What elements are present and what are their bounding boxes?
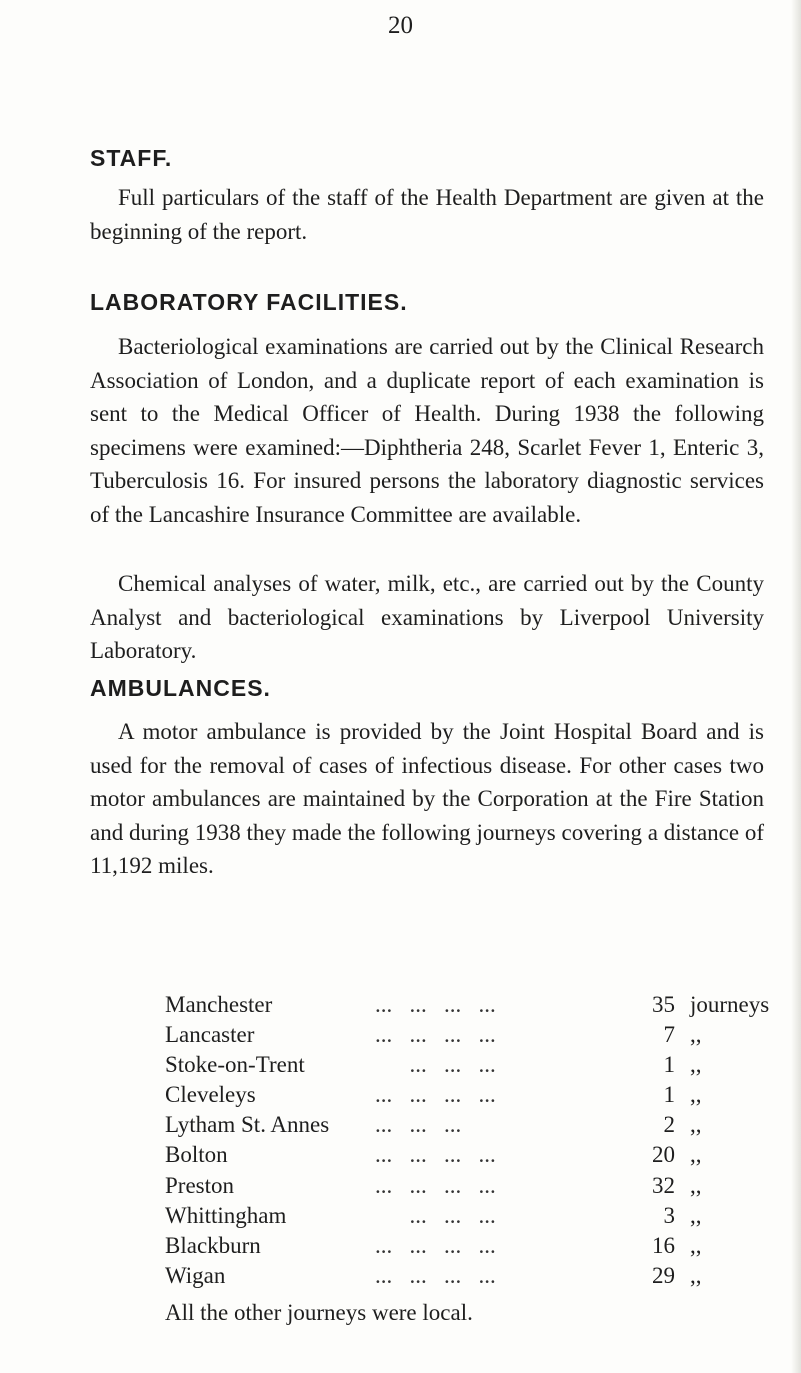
journey-dots: ... ... ... ... [375,1142,496,1168]
journey-place: Stoke-on-Trent [165,1052,305,1078]
journey-count: 20 [652,1142,675,1168]
ambulances-paragraph: A motor ambulance is provided by the Joint Hospital Board and is used for the removal of cases of infectious disease. For other cases two motor ambulances are maintained by the Corporation at the Fire Station and during 1938 they made the following journeys covering a distance of 11,192 miles. [90,719,764,878]
journey-unit: ,, [690,1082,702,1108]
journey-dots: ... ... ... [375,1052,496,1078]
journey-place: Lancaster [165,1022,255,1048]
staff-heading: STAFF. [90,145,173,171]
staff-paragraph: Full particulars of the staff of the Health Department are given at the beginning of the report. [90,185,764,244]
journey-unit: ,, [690,1262,702,1288]
journey-unit: ,, [690,1232,702,1258]
journeys-footer: All the other journeys were local. [165,1300,473,1325]
journey-row [165,1201,785,1231]
page-edge-shadow [791,0,801,1373]
journey-place: Cleveleys [165,1082,256,1108]
journey-dots: ... ... ... ... [375,992,496,1017]
journey-row [165,1020,785,1050]
laboratory-heading: LABORATORY FACILITIES. [90,289,408,315]
journey-dots: ... ... ... ... [375,1082,496,1108]
journey-row [165,1080,785,1110]
page-number: 20 [388,12,413,39]
journey-dots: ... ... ... ... [375,1262,496,1288]
laboratory-paragraph-2: Chemical analyses of water, milk, etc., are carried out by the County Analyst and bacteriological examinations by Liverpool University Laboratory. [90,571,764,663]
journey-unit: ,, [690,1112,702,1138]
journey-dots: ... ... ... ... [375,1232,496,1258]
journey-count: 1 [663,1082,675,1108]
journey-unit: journeys [690,992,770,1017]
journey-row [165,1110,785,1140]
laboratory-paragraph-1: Bacteriological examinations are carried out by the Clinical Research Association of London, and a duplicate report of each examination is sent to the Medical Officer of Health. During 1938 the following specimens were examined:—Diphtheria 248, Scarlet Fever 1, Enteric 3, Tuberculosis 16. For insured persons the laboratory diagnostic services of the Lancashire Insurance Committee are available. [90,334,764,527]
journey-dots: ... ... ... ... [375,1022,496,1048]
journey-unit: ,, [690,1022,702,1048]
journey-count: 1 [663,1052,675,1078]
journey-place: Lytham St. Annes [165,1112,330,1138]
journey-unit: ,, [690,1052,702,1078]
journey-count: 35 [652,992,675,1017]
journeys-table [165,990,785,1291]
journey-place: Blackburn [165,1232,261,1258]
journey-count: 32 [652,1172,675,1198]
journey-row [165,990,785,1020]
journey-count: 16 [652,1232,675,1258]
journey-unit: ,, [690,1172,702,1198]
journey-dots: ... ... ... [375,1202,496,1228]
journey-row [165,1171,785,1201]
journey-unit: ,, [690,1202,702,1228]
ambulances-heading: AMBULANCES. [90,675,271,701]
journey-place: Wigan [165,1262,226,1288]
journey-row [165,1050,785,1080]
journey-place: Whittingham [165,1202,287,1228]
journey-count: 7 [663,1022,675,1048]
journey-count: 3 [663,1202,675,1228]
journey-place: Manchester [165,992,273,1017]
journey-row [165,1261,785,1291]
journey-count: 2 [663,1112,675,1138]
journey-dots: ... ... ... ... [375,1172,496,1198]
journey-row [165,1140,785,1170]
journey-unit: ,, [690,1142,702,1168]
journey-count: 29 [652,1262,675,1288]
journey-dots: ... ... ... [375,1112,462,1138]
journey-row [165,1231,785,1261]
journey-place: Bolton [165,1142,228,1168]
journey-place: Preston [165,1172,234,1198]
